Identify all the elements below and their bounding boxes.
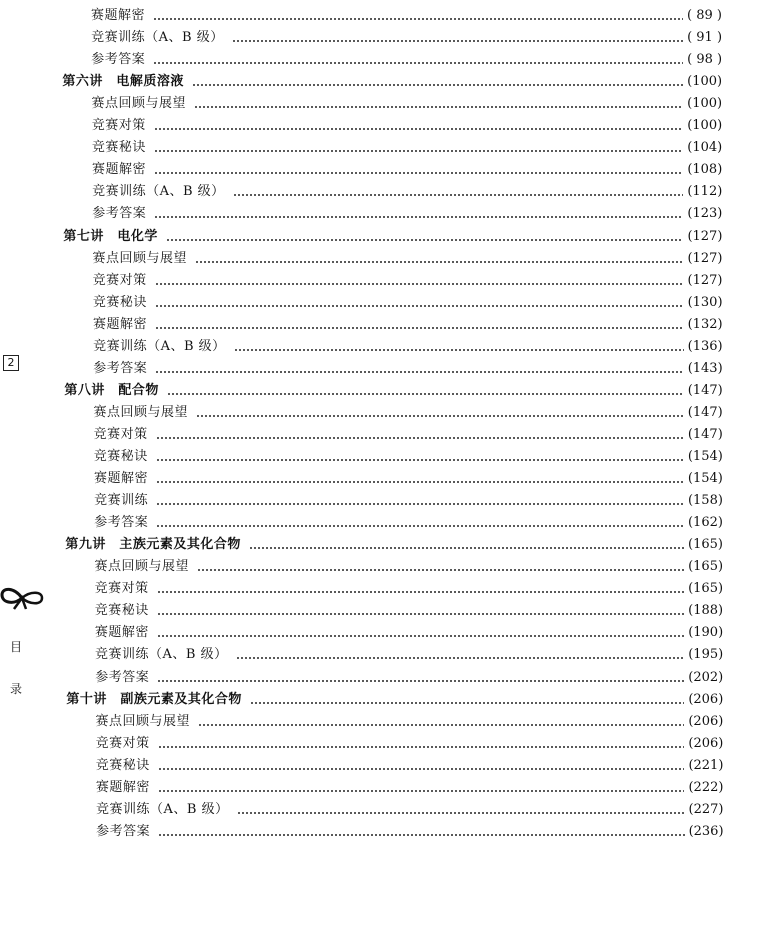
toc-row[interactable] xyxy=(93,249,723,269)
toc-page-number: (147) xyxy=(687,426,723,442)
toc-title: 赛点回顾与展望 xyxy=(93,404,189,420)
toc-title: 赛题解密 xyxy=(94,625,149,641)
toc-title: 赛题解密 xyxy=(95,779,150,795)
toc-page-number: (195) xyxy=(688,647,724,663)
leader-dots xyxy=(234,337,684,357)
bow-icon xyxy=(0,585,44,611)
toc-title: 竞赛对策 xyxy=(95,735,150,751)
leader-dots xyxy=(158,822,684,842)
leader-dots xyxy=(156,513,684,533)
toc-row[interactable] xyxy=(92,204,722,224)
toc-page-number: (123) xyxy=(687,206,723,222)
side-label-lu: 录 xyxy=(10,682,23,696)
toc-row[interactable] xyxy=(93,271,723,291)
toc-title: 竞赛秘诀 xyxy=(95,757,150,773)
leader-dots xyxy=(194,94,683,114)
leader-dots xyxy=(237,800,685,820)
toc-title: 竞赛训练（A、B 级） xyxy=(96,801,229,817)
leader-dots xyxy=(156,491,684,511)
toc-page-number: (127) xyxy=(687,272,723,288)
toc-title: 参考答案 xyxy=(93,360,148,376)
leader-dots xyxy=(198,712,684,732)
toc-page-number: (165) xyxy=(688,581,724,597)
toc-page-number: (100) xyxy=(687,74,723,90)
toc-title: 第八讲 配合物 xyxy=(64,382,159,398)
toc-page-number: (227) xyxy=(688,801,724,817)
toc-title: 赛点回顾与展望 xyxy=(92,250,188,266)
leader-dots xyxy=(157,668,684,688)
toc-title: 第十讲 副族元素及其化合物 xyxy=(66,691,242,707)
leader-dots xyxy=(157,623,684,643)
leader-dots xyxy=(156,469,684,489)
leader-dots xyxy=(192,72,683,92)
toc-row[interactable] xyxy=(95,579,723,599)
toc-title: 竞赛对策 xyxy=(91,118,146,134)
leader-dots xyxy=(196,403,684,423)
toc-page-number: (158) xyxy=(687,493,723,509)
toc-title: 赛题解密 xyxy=(93,471,148,487)
toc-title: 竞赛训练（A、B 级） xyxy=(93,338,226,354)
toc-page-number: (130) xyxy=(687,294,723,310)
toc-page-number: ( 91 ) xyxy=(687,30,723,46)
leader-dots xyxy=(154,138,683,158)
toc-row[interactable] xyxy=(94,425,723,445)
toc-title: 竞赛对策 xyxy=(92,272,147,288)
toc-page-number: (206) xyxy=(688,713,724,729)
toc-row[interactable] xyxy=(96,756,724,776)
leader-dots xyxy=(157,579,684,599)
leader-dots xyxy=(154,116,684,136)
toc-title: 赛题解密 xyxy=(92,316,147,332)
toc-chapter-row[interactable] xyxy=(65,535,723,555)
toc-page-number: (202) xyxy=(688,669,724,685)
toc-page-number: ( 89 ) xyxy=(687,8,722,23)
toc-chapter-row[interactable] xyxy=(62,72,722,92)
toc-page-number: (100) xyxy=(687,118,723,134)
leader-dots xyxy=(154,160,683,180)
toc-page-number: (100) xyxy=(687,96,723,112)
toc-page-number: (165) xyxy=(688,559,724,575)
toc-page-number: (147) xyxy=(687,404,723,420)
leader-dots xyxy=(156,425,684,445)
toc-row[interactable] xyxy=(92,116,723,136)
toc-row[interactable] xyxy=(92,182,722,202)
leader-dots xyxy=(155,315,684,335)
toc-title: 赛点回顾与展望 xyxy=(94,559,190,575)
toc-row[interactable] xyxy=(92,160,722,180)
toc-page-number: (104) xyxy=(687,140,723,156)
toc-title: 赛点回顾与展望 xyxy=(95,713,190,729)
toc-title: 竞赛秘诀 xyxy=(92,294,147,310)
toc-page-number: (236) xyxy=(688,823,724,839)
toc-row[interactable] xyxy=(96,778,724,798)
leader-dots xyxy=(236,645,685,665)
toc-title: 竞赛秘诀 xyxy=(91,140,146,156)
toc-title: 参考答案 xyxy=(92,206,147,222)
toc-row[interactable] xyxy=(95,668,723,688)
leader-dots xyxy=(158,756,685,776)
toc-title: 竞赛训练 xyxy=(94,493,149,509)
toc-page-number: (222) xyxy=(688,779,724,795)
toc-title: 竞赛秘诀 xyxy=(93,449,148,464)
toc-title: 竞赛对策 xyxy=(93,426,148,442)
toc-row[interactable] xyxy=(93,315,723,335)
toc-title: 赛题解密 xyxy=(91,8,146,23)
leader-dots xyxy=(167,381,684,401)
toc-title: 赛点回顾与展望 xyxy=(91,96,187,112)
toc-row[interactable] xyxy=(94,513,723,533)
toc-row[interactable] xyxy=(93,293,723,313)
toc-page-number: (162) xyxy=(687,515,723,531)
leader-dots xyxy=(233,182,684,202)
leader-dots xyxy=(153,6,683,26)
leader-dots xyxy=(197,557,684,577)
toc-page-number: (190) xyxy=(688,625,724,641)
leader-dots xyxy=(155,293,684,313)
leader-dots xyxy=(250,690,684,710)
toc-page-number: (165) xyxy=(688,537,723,553)
toc-row[interactable] xyxy=(96,734,724,754)
leader-dots xyxy=(249,535,684,555)
toc-chapter-row[interactable] xyxy=(64,381,722,401)
leader-dots xyxy=(166,227,684,247)
leader-dots xyxy=(232,28,683,48)
toc-title: 第九讲 主族元素及其化合物 xyxy=(65,537,241,553)
leader-dots xyxy=(156,447,684,467)
leader-dots xyxy=(154,204,683,224)
toc-row[interactable] xyxy=(94,403,723,423)
toc-title: 竞赛训练（A、B 级） xyxy=(91,30,224,46)
toc-page-number: (221) xyxy=(688,757,724,773)
toc-chapter-row[interactable] xyxy=(63,227,722,247)
leader-dots xyxy=(195,249,683,269)
toc-title: 赛题解密 xyxy=(91,162,146,178)
toc-row[interactable] xyxy=(95,712,723,732)
toc-row[interactable] xyxy=(95,623,723,643)
toc-title: 竞赛秘诀 xyxy=(94,603,149,619)
toc-row[interactable] xyxy=(95,557,724,577)
leader-dots xyxy=(153,50,683,70)
toc-row[interactable] xyxy=(96,822,723,842)
toc-row[interactable] xyxy=(95,601,723,621)
toc-row[interactable] xyxy=(93,337,723,357)
toc-page-number: (127) xyxy=(687,250,723,266)
toc-row[interactable] xyxy=(94,491,723,511)
toc-page-number: (127) xyxy=(687,228,723,244)
leader-dots xyxy=(157,601,684,621)
toc-page-number: (147) xyxy=(687,382,723,398)
toc-row[interactable] xyxy=(91,6,722,26)
toc-title: 参考答案 xyxy=(91,52,146,68)
leader-dots xyxy=(158,734,685,754)
toc-title: 参考答案 xyxy=(95,669,150,685)
toc-title: 参考答案 xyxy=(94,515,149,531)
toc-title: 竞赛训练（A、B 级） xyxy=(92,184,225,200)
toc-page-number: (206) xyxy=(688,691,724,707)
toc-row[interactable] xyxy=(91,50,722,70)
toc-title: 第七讲 电化学 xyxy=(63,228,158,244)
toc-row[interactable] xyxy=(94,447,723,467)
toc-title: 第六讲 电解质溶液 xyxy=(62,74,184,90)
leader-dots xyxy=(155,271,684,291)
toc-title: 竞赛训练（A、B 级） xyxy=(95,647,228,663)
toc-title: 竞赛对策 xyxy=(94,581,149,597)
toc-page-number: (188) xyxy=(688,603,724,619)
toc-row[interactable] xyxy=(94,469,723,489)
toc-chapter-row[interactable] xyxy=(66,690,723,710)
toc-page-number: (132) xyxy=(687,316,723,332)
toc-row[interactable] xyxy=(95,645,723,665)
toc-row[interactable] xyxy=(92,94,723,114)
toc-page-number: (154) xyxy=(687,471,723,487)
toc-page-number: (206) xyxy=(688,735,724,751)
toc-page-number: (108) xyxy=(687,162,723,178)
toc-page-number: ( 98 ) xyxy=(687,52,723,68)
toc-page-number: (143) xyxy=(687,360,723,376)
side-label-mu: 目 xyxy=(10,640,23,654)
toc-page-number: (154) xyxy=(687,449,723,464)
toc-row[interactable] xyxy=(91,28,722,48)
toc-row[interactable] xyxy=(96,800,723,820)
toc-title: 参考答案 xyxy=(96,823,151,839)
leader-dots xyxy=(155,359,683,379)
toc-row[interactable] xyxy=(92,138,722,158)
page-number: 2 xyxy=(3,355,19,371)
toc-page-number: (136) xyxy=(687,338,723,354)
toc-row[interactable] xyxy=(93,359,722,379)
leader-dots xyxy=(158,778,685,798)
toc-page-number: (112) xyxy=(687,184,723,200)
